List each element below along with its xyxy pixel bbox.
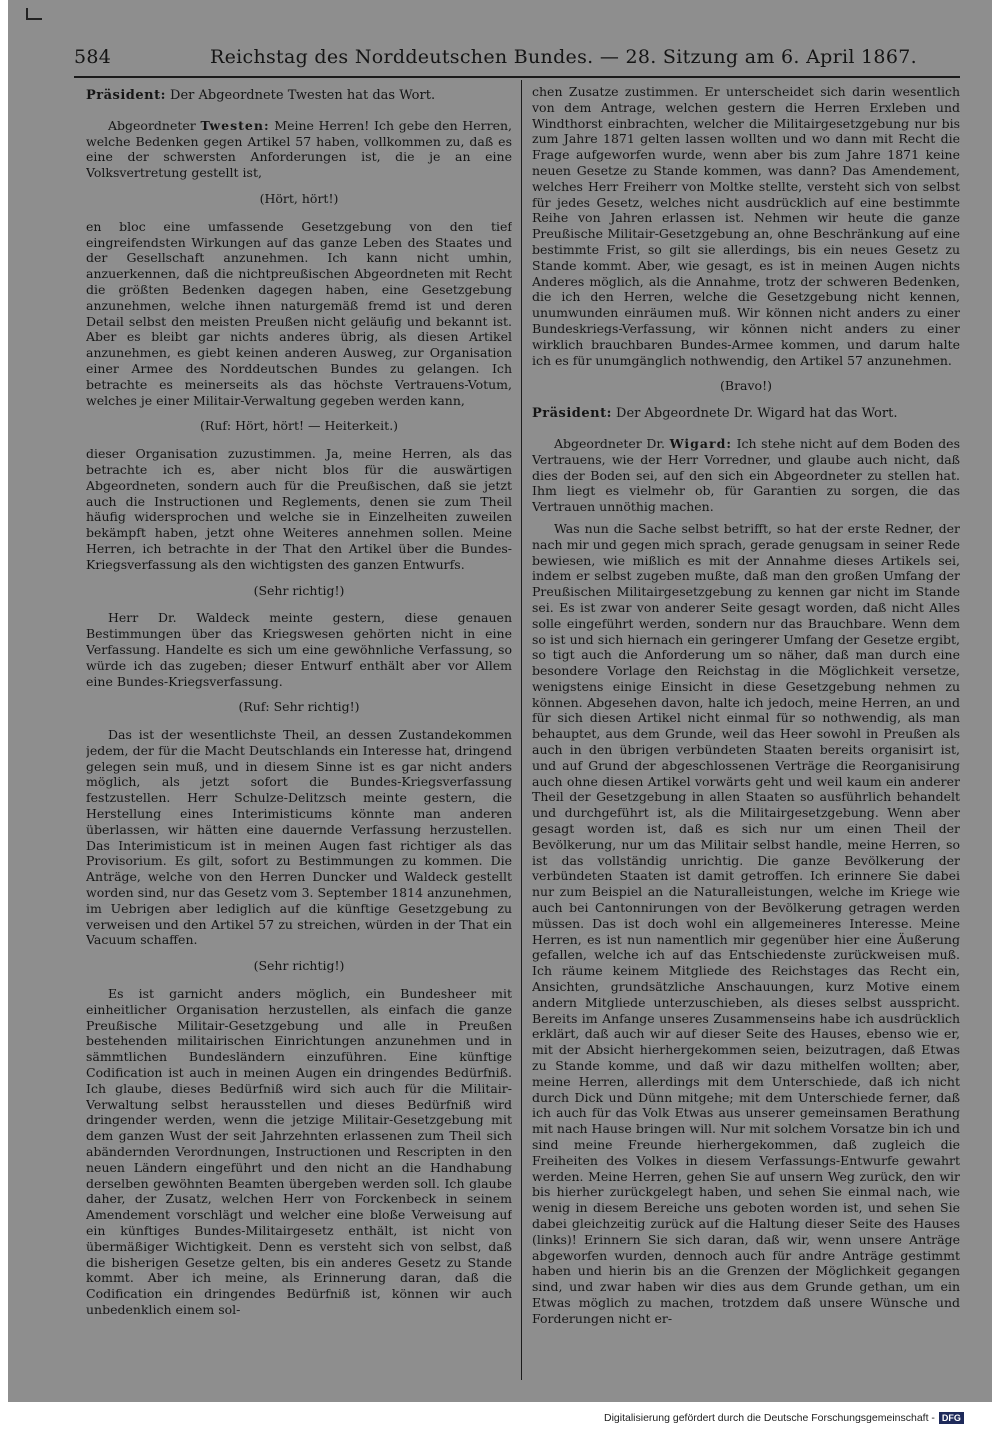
speech-paragraph: Abgeordneter Twesten: Meine Herren! Ich gebe den Herren, welche Bedenken gegen Artikel 57 haben, vollkommen zu, daß es eine der schwersten Anforderungen ist, die je an eine Volksvertretung gestellt ist, bbox=[86, 117, 512, 181]
right-column bbox=[532, 84, 960, 1384]
dfg-logo: DFG bbox=[939, 1412, 964, 1424]
speech-paragraph: Herr Dr. Waldeck meinte gestern, diese genauen Bestimmungen über das Kriegswesen gehörten nicht in eine Verfassung. Handelte es sich um eine gewöhnliche Verfassung, so würde ich das zugeben; dieser Entwurf enthält aber vor Allem eine Bundes-Kriegsverfassung. bbox=[86, 610, 512, 689]
running-title: Reichstag des Norddeutschen Bundes. — 28. Sitzung am 6. April 1867. bbox=[210, 46, 917, 68]
page-header bbox=[74, 42, 964, 74]
speech-paragraph: chen Zusatze zustimmen. Er unterscheidet sich darin wesentlich von dem Antrage, welchen gestern die Herren Erxleben und Windthorst einbrachten, welcher die Militairgesetzgebung nur bis zum Jahre 1871 gelten lassen wollten und wo dann mit Recht die Frage aufgeworfen wurde, wenn aber bis zum Jahre 1871 keine neuen Gesetze zu Stande kommen, was dann? Das Amendement, welches Herr Freiherr von Moltke stellte, versteht sich von selbst für jedes Gesetz, welches nicht ausdrücklich auf eine bestimmte Reihe von Jahren erlassen ist. Nehmen wir heute die ganze Preußische Militair-Gesetzgebung an, ohne Beschränkung auf eine bestimmte Frist, so gilt sie allerdings, bis ein neues Gesetz zu Stande kommt. Aber, wie gesagt, es ist in meinen Augen nichts Anderes möglich, als die Annahme, trotz der schweren Bedenken, die ich den Herren, welche die Gesetzgebung nicht kennen, unumwunden einräumen muß. Wir können nicht anders zu einer Bundeskriegs-Verfassung, wir können nicht anders zu einer wirklich brauchbaren Bundes-Armee kommen, und darum halte ich es für unumgänglich nothwendig, den Artikel 57 anzunehmen. bbox=[532, 84, 960, 368]
speaker-name: Twesten: bbox=[200, 117, 270, 133]
header-rule bbox=[74, 76, 960, 78]
speaker-name: Wigard: bbox=[669, 435, 732, 451]
interjection: (Ruf: Hört, hört! — Heiterkeit.) bbox=[199, 418, 399, 434]
speech-paragraph: dieser Organisation zuzustimmen. Ja, meine Herren, als das betrachte ich es, aber nicht blos für die auswärtigen Abgeordneten, sondern auch für die Preußischen, daß sie jetzt auch die Instructionen und Reglements, denen sie zum Theil häufig widersprochen und welche sie in Einzelheiten zuweilen bekämpft haben, jetzt ohne Weiteres annehmen sollen. Meine Herren, ich betrachte in der That den Artikel über die Bundes-Kriegsverfassung als den wichtigsten des ganzen Entwurfs. bbox=[86, 446, 512, 572]
column-divider bbox=[521, 80, 522, 1380]
speech-paragraph: Das ist der wesentlichste Theil, an dessen Zustandekommen jedem, der für die Macht Deutschlands ein Interesse hat, dringend gelegen sein muß, und in diesem Sinne ist es gar nicht anders möglich, als jetzt sofort die Bundes-Kriegsverfassung festzustellen. Herr Schulze-Delitzsch meinte gestern, die Herstellung eines Interimisticums könnte man anderen überlassen, wir hätten eine dauernde Verfassung herzustellen. Das Interimisticum ist in meinen Augen fast richtiger als das Provisorium. Es gilt, sofort zu Bestimmungen zu kommen. Die Anträge, welche von den Herren Duncker und Waldeck gestellt worden sind, nur das Gesetz vom 3. September 1814 anzunehmen, im Uebrigen aber lediglich auf die künftige Gesetzgebung zu verweisen und den Artikel 57 zu streichen, würden in der That ein Vacuum schaffen. bbox=[86, 727, 512, 948]
president-line: Präsident: Der Abgeordnete Dr. Wigard hat das Wort. bbox=[532, 406, 898, 422]
speech-paragraph: Abgeordneter Dr. Wigard: Ich stehe nicht auf dem Boden des Vertrauens, wie der Herr Vorredner, und glaube auch nicht, daß dies der Boden sei, auf den sich ein Abgeordneter zu stellen hat. Ihm liegt es vielmehr ob, für Garantien zu sorgen, die das Vertrauen unnöthig machen. bbox=[532, 435, 960, 515]
credit-text: Digitalisierung gefördert durch die Deutsche Forschungsgemeinschaft - bbox=[604, 1412, 935, 1424]
interjection: (Bravo!) bbox=[720, 378, 772, 394]
speech-paragraph: Was nun die Sache selbst betrifft, so hat der erste Redner, der nach mir und gegen mich sprach, gerade genugsam in seiner Rede bewiesen, wie mißlich es mit der Annahme dieses Artikels sei, indem er selbst zugeben mußte, daß man den großen Umfang der Preußischen Militairgesetzgebung zu kennen gar nicht im Stande sei. Es ist zwar von anderer Seite gesagt worden, daß nicht Alles solle eingeführt werden, sondern nur das Brauchbare. Wenn dem so ist und sich hiernach ein geringerer Umfang der Gesetze ergibt, so tigt auch die Anforderung um so näher, daß man durch eine besondere Vorlage den Reichstag in die Möglichkeit versetze, wenigstens einige Einsicht in diese Gesetzgebung nehmen zu können. Abgesehen davon, halte ich jedoch, meine Herren, an und für sich diesen Artikel nicht einmal für so nothwendig, als man behauptet, aus dem Grunde, weil das Heer sowohl in Preußen als auch in den übrigen verbündeten Staaten bereits organisirt ist, und auf Grund der abgeschlossenen Verträge die Reorganisirung auch ohne diesen Artikel vorwärts geht und weil kaum ein anderer Theil der Gesetzgebung in allen Staaten so ausführlich behandelt und durchgeführt ist, als die Militairgesetzgebung. Wenn aber gesagt worden ist, daß es sich nur um einen Theil der Bevölkerung, nur um das Militair selbst handle, meine Herren, so ist das vollständig unrichtig. Die ganze Bevölkerung der verbündeten Staaten ist damit getroffen. Ich erinnere Sie dabei nur zum Beispiel an die Naturalleistungen, welche im Kriege wie auch bei Cantonnirungen von der Bevölkerung getragen werden müssen. Das ist doch wohl ein allgemeineres Interesse. Meine Herren, es ist nun namentlich mir gegenüber hier eine Äußerung gefallen, welche ich auf das Entschiedenste zurückweisen muß. Ich räume keinem Mitgliede des Reichstages das Recht ein, Ansichten, grundsätzliche Anschauungen, kurz Motive einem andern Mitgliede unterzuschieben, als dieses selbst ausspricht. Bereits im Anfange unseres Zusammenseins habe ich ausdrücklich erklärt, daß auch wir auf dieser Seite des Hauses, ebenso wie er, mit der Absicht hierhergekommen seien, beizutragen, daß Etwas zu Stande komme, und daß wir dazu mithelfen wollten; aber, meine Herren, allerdings mit dem Unterschiede, daß ich nicht durch Dick und Dünn mitgehe; mit dem Unterschiede ferner, daß ich auch für das Volk Etwas aus unserer gemeinsamen Berathung mit nach Hause bringen will. Nur mit solchem Vorsatze bin ich und sind meine Freunde hierhergekommen, daß zugleich die Freiheiten des Volkes in diesem Verfassungs-Entwurfe gewahrt werden. Meine Herren, gehen Sie auf unsern Weg zurück, den wir bis hierher zurückgelegt haben, und sehen Sie einmal nach, wie wenig in diesem Bereiche uns geboten worden ist, und sehen Sie dabei gleichzeitig zurück auf die Haltung dieser Seite des Hauses (links)! Erinnern Sie sich daran, daß wir, wenn unsere Anträge abgeworfen wurden, dennoch auch für andre Anträge gestimmt haben und hierin bis an die Grenzen der Möglichkeit gegangen sind, und zwar haben wir dies aus dem Grunde gethan, um ein Etwas möglich zu machen, trotzdem daß unsere Wünsche und Forderungen nicht er- bbox=[532, 520, 960, 1326]
interjection: (Ruf: Sehr richtig!) bbox=[238, 699, 360, 715]
scanned-page bbox=[8, 0, 992, 1402]
speech-paragraph: en bloc eine umfassende Gesetzgebung von den tief eingreifendsten Wirkungen auf das ganze Leben des Staates und der Gesellschaft anzunehmen. Ich kann nicht umhin, anzuerkennen, daß die nichtpreußischen Abgeordneten mit Recht die größten Bedenken dagegen haben, eine Gesetzgebung anzunehmen, welche ihnen naturgemäß fremd ist und deren Detail selbst den meisten Preußen nicht geläufig und bekannt ist. Aber es bleibt gar nichts anderes übrig, als diesen Artikel anzunehmen, es giebt keinen anderen Ausweg, zur Organisation einer Armee des Norddeutschen Bundes zu gelangen. Ich betrachte es meinerseits als das höchste Vertrauens-Votum, welches je einer Militair-Verwaltung gegeben werden kann, bbox=[86, 218, 512, 408]
interjection: (Sehr richtig!) bbox=[253, 958, 345, 974]
president-line: Präsident: Der Abgeordnete Twesten hat das Wort. bbox=[86, 88, 436, 103]
page-number: 584 bbox=[74, 46, 112, 68]
interjection: (Sehr richtig!) bbox=[253, 582, 345, 598]
digitization-credit bbox=[604, 1412, 994, 1430]
interjection: (Hört, hört!) bbox=[259, 190, 339, 206]
corner-mark-icon bbox=[26, 8, 42, 20]
speech-paragraph: Es ist garnicht anders möglich, ein Bundesheer mit einheitlicher Organisation herzustellen, als einfach die ganze Preußische Militair-Gesetzgebung und alle in Preußen bestehenden militairischen Einrichtungen anzunehmen und in sämmtlichen Bundesländern einzuführen. Eine künftige Codification ist auch in meinen Augen ein dringendes Bedürfniß. Ich glaube, dieses Bedürfniß wird sich auch für die Militair-Verwaltung selbst herausstellen und dieses Bedürfniß wird dringender werden, wenn die jetzige Militair-Gesetzgebung mit dem ganzen Wust der seit Jahrzehnten erlassenen zum Theil sich abändernden Verordnungen, Instructionen und Rescripten in den neuen Ländern eingeführt und den nicht an die Handhabung derselben gewöhnten Beamten übergeben werden soll. Ich glaube daher, der Zusatz, welchen Herr von Forckenbeck in seinem Amendement vorschlägt und welcher eine bloße Verweisung auf ein künftiges Bundes-Militairgesetz enthält, ist nicht von übermäßiger Wichtigkeit. Denn es versteht sich von selbst, daß die bisherigen Gesetze gelten, bis ein anderes Gesetz zu Stande kommt. Aber ich meine, als Erinnerung daran, daß die Codification ein dringendes Bedürfniß ist, können wir auch unbedenklich einem sol- bbox=[86, 986, 512, 1317]
left-column bbox=[86, 84, 512, 1384]
